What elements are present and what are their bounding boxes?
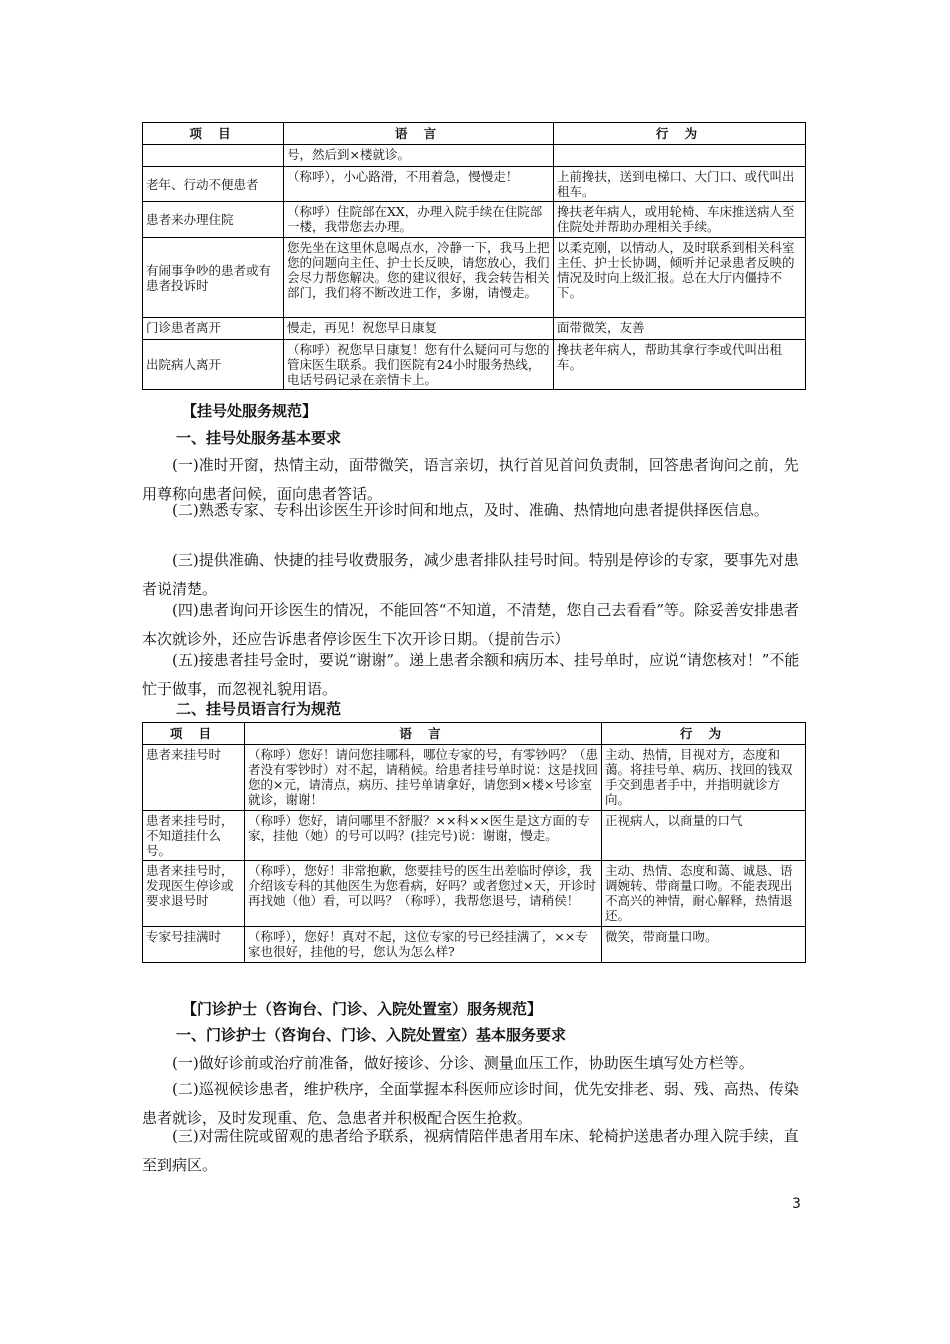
cell-item: 老年、行动不便患者 xyxy=(143,167,284,202)
cell-item: 患者来办理住院 xyxy=(143,202,284,238)
cell-item: 患者来挂号时，发现医生停诊或要求退号时 xyxy=(143,861,245,927)
cell-item: 出院病人离开 xyxy=(143,340,284,390)
nurse-heading-1: 一、门诊护士（咨询台、门诊、入院处置室）基本服务要求 xyxy=(176,1026,567,1044)
cell-behavior: 上前搀扶，送到电梯口、大门口、或代叫出租车。 xyxy=(554,167,806,202)
cell-behavior: 正视病人，以商量的口气 xyxy=(602,811,806,861)
table-row xyxy=(143,318,806,340)
registration-paragraph-4: (四)患者询问开诊医生的情况，不能回答“不知道，不清楚，您自己去看看”等。除妥善安排患者本次就诊外，还应告诉患者停诊医生下次开诊日期。（提前告示） xyxy=(142,601,800,648)
cell-behavior: 以柔克刚，以情动人，及时联系到相关科室主任、护士长协调，倾听并记录患者反映的情况及时向上级汇报。总在大厅内僵持不下。 xyxy=(554,238,806,318)
cell-language: （称呼）您好，请问哪里不舒服？××科××医生是这方面的专家，挂他（她）的号可以吗？(挂完号)说：谢谢，慢走。 xyxy=(245,811,602,861)
table-row xyxy=(143,145,806,167)
registration-paragraph-5: (五)接患者挂号金时，要说“谢谢”。递上患者余额和病历本、挂号单时，应说“请您核对！”不能忙于做事，而忽视礼貌用语。 xyxy=(142,651,800,698)
cell-language: （称呼），小心路滑，不用着急，慢慢走！ xyxy=(284,167,554,202)
header-behavior: 行 为 xyxy=(554,123,806,145)
cell-behavior: 搀扶老年病人，或用轮椅、车床推送病人至住院处并帮助办理相关手续。 xyxy=(554,202,806,238)
table-row xyxy=(143,167,806,202)
nurse-paragraph-2: (二)巡视候诊患者，维护秩序，全面掌握本科医师应诊时间，优先安排老、弱、残、高热、传染患者就诊，及时发现重、危、急患者并积极配合医生抢救。 xyxy=(142,1080,799,1127)
registration-paragraph-3: (三)提供准确、快捷的挂号收费服务，减少患者排队挂号时间。特别是停诊的专家，要事先对患者说清楚。 xyxy=(142,551,799,598)
cell-language: 号，然后到×楼就诊。 xyxy=(284,145,554,167)
cell-behavior: 面带微笑，友善 xyxy=(554,318,806,340)
table-header-row xyxy=(143,723,806,745)
table-row xyxy=(143,202,806,238)
header-item: 项 目 xyxy=(143,123,284,145)
nurse-paragraph-3: (三)对需住院或留观的患者给予联系，视病情陪伴患者用车床、轮椅护送患者办理入院手续，直至到病区。 xyxy=(142,1127,799,1174)
nurse-section-title: 【门诊护士（咨询台、门诊、入院处置室）服务规范】 xyxy=(182,1000,543,1018)
table-row xyxy=(143,811,806,861)
cell-language: （称呼）祝您早日康复！您有什么疑问可与您的管床医生联系。我们医院有24小时服务热线，电话号码记录在亲情卡上。 xyxy=(284,340,554,390)
table-row xyxy=(143,927,806,963)
table-row xyxy=(143,238,806,318)
cell-item: 专家号挂满时 xyxy=(143,927,245,963)
registration-section-title: 【挂号处服务规范】 xyxy=(182,402,318,420)
table-row xyxy=(143,861,806,927)
cell-language: 您先坐在这里休息喝点水，冷静一下，我马上把您的问题向主任、护士长反映，请您放心，我们会尽力帮您解决。您的建议很好，我会转告相关部门，我们将不断改进工作，多谢，请慢走。 xyxy=(284,238,554,318)
cell-item: 有闹事争吵的患者或有患者投诉时 xyxy=(143,238,284,318)
registrar-language-table xyxy=(142,722,806,963)
cell-item xyxy=(143,145,284,167)
registration-heading-2: 二、挂号员语言行为规范 xyxy=(176,700,342,718)
header-behavior: 行 为 xyxy=(602,723,806,745)
cell-language: 慢走，再见！祝您早日康复 xyxy=(284,318,554,340)
cell-language: （称呼），您好！非常抱歉，您要挂号的医生出差临时停诊，我介绍该专科的其他医生为您看病，好吗？或者您过×天，开诊时再找她（他）看，可以吗？（称呼），我帮您退号，请稍侯！ xyxy=(245,861,602,927)
page-number: 3 xyxy=(792,1196,801,1212)
nurse-paragraph-1: (一)做好诊前或治疗前准备，做好接诊、分诊、测量血压工作，协助医生填写处方栏等。 xyxy=(172,1054,754,1072)
registration-heading-1: 一、挂号处服务基本要求 xyxy=(176,429,342,447)
header-language: 语 言 xyxy=(284,123,554,145)
cell-behavior: 微笑，带商量口吻。 xyxy=(602,927,806,963)
registration-paragraph-1: (一)准时开窗，热情主动，面带微笑，语言亲切，执行首见首问负责制，回答患者询问之前，先用尊称向患者问候，面向患者答话。 xyxy=(142,456,799,503)
cell-language: （称呼）住院部在XX，办理入院手续在住院部一楼，我带您去办理。 xyxy=(284,202,554,238)
cell-behavior: 主动、热情，目视对方，态度和蔼。将挂号单、病历、找回的钱双手交到患者手中，并指明就诊方向。 xyxy=(602,745,806,811)
table-header-row xyxy=(143,123,806,145)
cell-language: （称呼），您好！真对不起，这位专家的号已经挂满了，××专家也很好，挂他的号，您认为怎么样? xyxy=(245,927,602,963)
reception-behavior-table xyxy=(142,122,806,390)
header-language: 语 言 xyxy=(245,723,602,745)
cell-behavior: 搀扶老年病人，帮助其拿行李或代叫出租车。 xyxy=(554,340,806,390)
cell-language: （称呼）您好！请问您挂哪科，哪位专家的号，有零钞吗？（患者没有零钞时）对不起，请稍候。给患者挂号单时说：这是找回您的×元，请清点，病历、挂号单请拿好，请您到×楼×号诊室就诊，谢谢！ xyxy=(245,745,602,811)
cell-behavior xyxy=(554,145,806,167)
registration-paragraph-2: (二)熟悉专家、专科出诊医生开诊时间和地点，及时、准确、热情地向患者提供择医信息。 xyxy=(172,501,769,519)
cell-behavior: 主动、热情、态度和蔼、诚恳、语调婉转、带商量口吻。不能表现出不高兴的神情，耐心解释，热情退还。 xyxy=(602,861,806,927)
table-row xyxy=(143,340,806,390)
cell-item: 患者来挂号时，不知道挂什么号。 xyxy=(143,811,245,861)
header-item: 项 目 xyxy=(143,723,245,745)
table-row xyxy=(143,745,806,811)
cell-item: 患者来挂号时 xyxy=(143,745,245,811)
cell-item: 门诊患者离开 xyxy=(143,318,284,340)
